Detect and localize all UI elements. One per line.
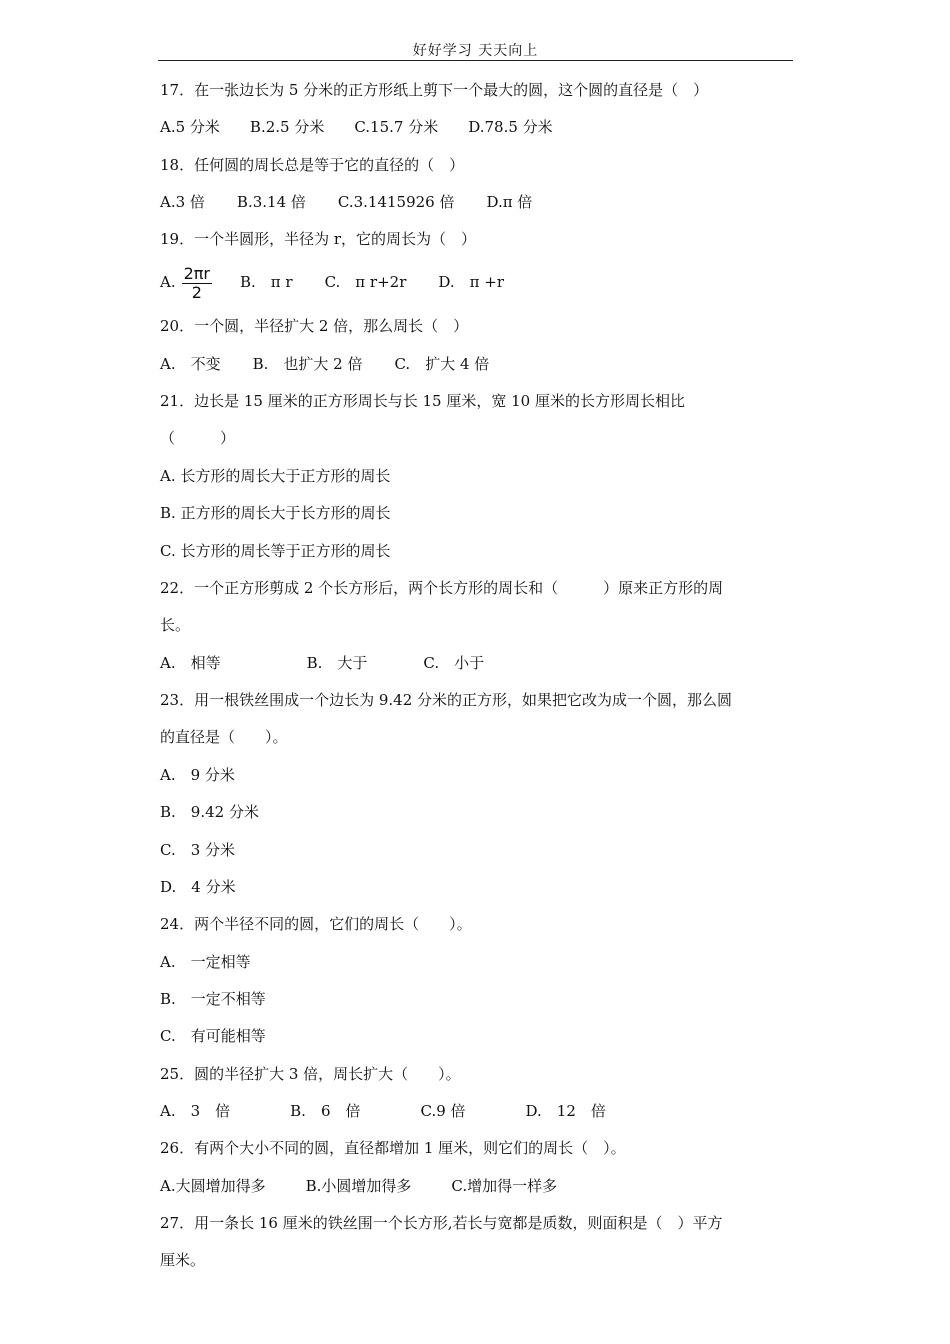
option-c: C.15.7 分米 bbox=[354, 118, 439, 136]
option-d: D.78.5 分米 bbox=[468, 118, 553, 136]
question-21: 21．边长是 15 厘米的正方形周长与长 15 厘米，宽 10 厘米的长方形周长相比 bbox=[160, 392, 685, 410]
option-c: C. 3 分米 bbox=[160, 841, 236, 859]
option-c: C. 扩大 4 倍 bbox=[394, 355, 490, 373]
question-27: 27．用一条长 16 厘米的铁丝围一个长方形,若长与宽都是质数，则面积是（ ）平方 bbox=[160, 1214, 723, 1232]
fraction-numerator: 2πr bbox=[183, 263, 210, 283]
option-a: A. 3 倍 bbox=[160, 1102, 231, 1120]
question-24: 24．两个半径不同的圆，它们的周长（ ）。 bbox=[160, 915, 472, 933]
option-b: B. 正方形的周长大于长方形的周长 bbox=[160, 504, 391, 522]
question-25-options bbox=[160, 1101, 638, 1121]
option-b: B. π r bbox=[240, 273, 293, 291]
option-a: A. 不变 bbox=[160, 355, 221, 373]
header-rule bbox=[158, 60, 793, 61]
option-a: A. 长方形的周长大于正方形的周长 bbox=[160, 467, 391, 485]
option-d: D.π 倍 bbox=[486, 193, 533, 211]
option-b: B.2.5 分米 bbox=[249, 118, 325, 136]
option-b: B. 一定不相等 bbox=[160, 990, 266, 1008]
page-header: 好好学习 天天向上 bbox=[412, 43, 539, 59]
option-c: C. π r+2r bbox=[324, 273, 407, 291]
question-20-options bbox=[160, 354, 521, 374]
question-18: 18．任何圆的周长总是等于它的直径的（ ） bbox=[160, 156, 465, 174]
option-c: C. 长方形的周长等于正方形的周长 bbox=[160, 542, 391, 560]
fraction-denominator: 2 bbox=[191, 282, 202, 302]
question-18-options bbox=[160, 192, 564, 212]
option-a: A.大圆增加得多 bbox=[160, 1177, 266, 1195]
option-d: D. 4 分米 bbox=[160, 878, 236, 896]
question-27-continued: 厘米。 bbox=[160, 1251, 206, 1269]
question-19: 19．一个半圆形，半径为 r，它的周长为（ ） bbox=[160, 230, 477, 248]
option-b: B. 大于 bbox=[306, 654, 368, 672]
question-23: 23．用一根铁丝围成一个边长为 9.42 分米的正方形，如果把它改为成一个圆，那么圆 bbox=[160, 691, 733, 709]
option-c: C.增加得一样多 bbox=[451, 1177, 558, 1195]
question-26: 26．有两个大小不同的圆，直径都增加 1 厘米，则它们的周长（ ）。 bbox=[160, 1139, 626, 1157]
question-22: 22．一个正方形剪成 2 个长方形后，两个长方形的周长和（ ）原来正方形的周 bbox=[160, 579, 724, 597]
option-c: C. 有可能相等 bbox=[160, 1027, 266, 1045]
option-b: B.3.14 倍 bbox=[236, 193, 306, 211]
option-d: D. π +r bbox=[438, 273, 505, 291]
option-a: A.3 倍 bbox=[160, 193, 205, 211]
option-c: C.9 倍 bbox=[420, 1102, 466, 1120]
option-c: C. 小于 bbox=[423, 654, 485, 672]
option-a: A. 一定相等 bbox=[160, 953, 251, 971]
question-20: 20．一个圆，半径扩大 2 倍，那么周长（ ） bbox=[160, 317, 469, 335]
question-25: 25．圆的半径扩大 3 倍，周长扩大（ ）。 bbox=[160, 1065, 461, 1083]
question-19-options bbox=[160, 262, 536, 302]
option-d: D. 12 倍 bbox=[525, 1102, 606, 1120]
fraction-2pir-over-2 bbox=[182, 265, 212, 302]
question-22-options bbox=[160, 653, 516, 673]
question-23-continued: 的直径是（ ）。 bbox=[160, 728, 288, 746]
question-21-continued: （ ） bbox=[160, 429, 236, 447]
option-a-prefix: A. bbox=[160, 273, 176, 291]
question-26-options bbox=[160, 1176, 589, 1196]
option-b: B. 也扩大 2 倍 bbox=[252, 355, 363, 373]
option-b: B. 9.42 分米 bbox=[160, 803, 259, 821]
option-a: A.5 分米 bbox=[160, 118, 220, 136]
option-b: B.小圆增加得多 bbox=[305, 1177, 412, 1195]
option-b: B. 6 倍 bbox=[290, 1102, 361, 1120]
question-22-continued: 长。 bbox=[160, 616, 191, 634]
option-a: A. 9 分米 bbox=[160, 766, 235, 784]
option-c: C.3.1415926 倍 bbox=[337, 193, 455, 211]
option-a: A. 相等 bbox=[160, 654, 221, 672]
question-17-options bbox=[160, 117, 585, 137]
question-17: 17．在一张边长为 5 分米的正方形纸上剪下一个最大的圆，这个圆的直径是（ ） bbox=[160, 81, 709, 99]
